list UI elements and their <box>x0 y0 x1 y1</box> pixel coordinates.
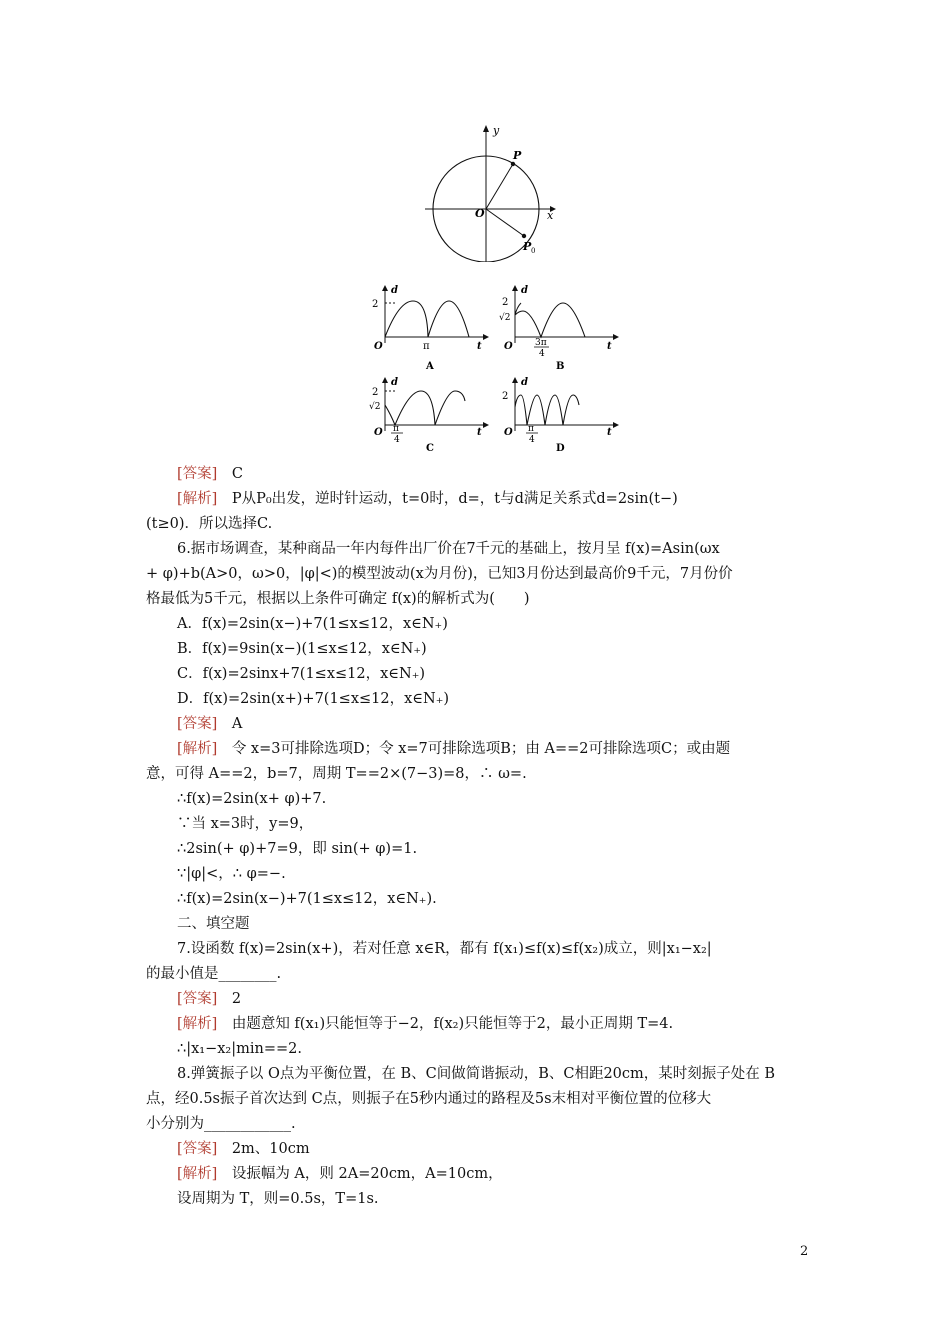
q8-analysis-cont: 设周期为 T，则=0.5s，T=1s. <box>177 1191 379 1207</box>
q8-stem-cont2: 小分别为____________. <box>146 1116 296 1132</box>
section-heading: 二、填空题 <box>177 916 250 932</box>
svg-text:π: π <box>528 424 534 434</box>
svg-text:d: d <box>391 377 398 388</box>
q6-answer: [答案] A <box>177 716 243 732</box>
q5-answer: [答案] C <box>177 466 243 482</box>
point-p0-subscript: 0 <box>531 247 536 255</box>
svg-text:t: t <box>607 341 612 352</box>
svg-text:√2: √2 <box>499 313 511 323</box>
graph-a-label: A <box>426 361 434 372</box>
origin-label: O <box>475 207 485 220</box>
graph-d <box>495 375 620 457</box>
q7-analysis: [解析] 由题意知 f(x₁)只能恒等于−2，f(x₂)只能恒等于2，最小正周期 T=4. <box>177 1016 674 1032</box>
q8-answer: [答案] 2m、10cm <box>177 1141 310 1157</box>
svg-text:4: 4 <box>529 435 535 445</box>
q7-stem: 7.设函数 f(x)=2sin(x+)，若对任意 x∈R，都有 f(x₁)≤f(x)≤f(x₂)成立，则|x₁−x₂| <box>177 941 712 957</box>
q7-stem-cont: 的最小值是________. <box>146 966 282 982</box>
svg-text:2: 2 <box>502 391 509 402</box>
point-p0-label: P <box>523 240 532 253</box>
svg-text:O: O <box>374 341 383 352</box>
svg-text:2: 2 <box>502 297 509 308</box>
graph-b <box>495 283 620 375</box>
svg-text:d: d <box>521 285 528 296</box>
svg-text:4: 4 <box>539 349 545 359</box>
graph-a <box>365 283 490 375</box>
q8-analysis: [解析] 设振幅为 A，则 2A=20cm，A=10cm， <box>177 1166 503 1182</box>
q6-analysis: [解析] 令 x=3可排除选项D；令 x=7可排除选项B；由 A==2可排除选项C；或由题 <box>177 741 731 757</box>
x-axis-label: x <box>547 209 554 222</box>
svg-text:d: d <box>521 377 528 388</box>
q8-stem: 8.弹簧振子以 O点为平衡位置，在 B、C间做简谐振动，B、C相距20cm，某时刻振子处在 B <box>177 1066 776 1082</box>
q6-stem: 6.据市场调查，某种商品一年内每件出厂价在7千元的基础上，按月呈 f(x)=Asin(ωx <box>177 541 720 557</box>
graph-d-label: D <box>556 443 565 454</box>
q7-analysis-cont: ∴|x₁−x₂|min==2. <box>177 1041 302 1057</box>
graph-c-label: C <box>426 443 434 454</box>
q6-step: ∴2sin(+ φ)+7=9，即 sin(+ φ)=1. <box>177 841 418 857</box>
svg-text:O: O <box>504 341 513 352</box>
svg-text:3π: 3π <box>535 338 547 348</box>
svg-text:O: O <box>374 427 383 438</box>
q6-option-c: C．f(x)=2sinx+7(1≤x≤12，x∈N₊) <box>177 666 426 682</box>
graph-a-y-tick: 2 <box>372 299 379 310</box>
svg-text:√2: √2 <box>369 402 381 412</box>
q8-stem-cont: 点，经0.5s振子首次达到 C点，则振子在5秒内通过的路程及5s末相对平衡位置的位移大 <box>146 1091 712 1107</box>
svg-text:2: 2 <box>372 387 379 398</box>
graph-a-x-tick: π <box>423 341 430 352</box>
svg-text:t: t <box>607 427 612 438</box>
svg-text:O: O <box>504 427 513 438</box>
q6-step: ∵当 x=3时，y=9， <box>177 816 314 832</box>
svg-text:4: 4 <box>394 435 400 445</box>
page-number: 2 <box>800 1244 809 1259</box>
q5-analysis: [解析] P从P₀出发，逆时针运动，t=0时，d=，t与d满足关系式d=2sin(t−) <box>177 491 678 507</box>
q6-step: ∴f(x)=2sin(x−)+7(1≤x≤12，x∈N₊). <box>177 891 437 907</box>
q6-analysis-cont: 意，可得 A==2，b=7，周期 T==2×(7−3)=8，∴ ω=. <box>146 766 527 782</box>
graph-b-label: B <box>556 361 565 372</box>
q6-option-b: B．f(x)=9sin(x−)(1≤x≤12，x∈N₊) <box>177 641 427 657</box>
q6-step: ∵|φ|<，∴ φ=−. <box>177 866 286 882</box>
svg-text:π: π <box>393 424 399 434</box>
q6-option-d: D．f(x)=2sin(x+)+7(1≤x≤12，x∈N₊) <box>177 691 450 707</box>
point-p-label: P <box>513 149 522 162</box>
q6-stem-cont2: 格最低为5千元，根据以上条件可确定 f(x)的解析式为( ) <box>146 591 530 607</box>
svg-text:d: d <box>391 285 398 296</box>
svg-text:t: t <box>477 341 482 352</box>
q6-stem-cont: + φ)+b(A>0，ω>0，|φ|<)的模型波动(x为月份)，已知3月份达到最高价9千元，7月份价 <box>146 566 733 582</box>
svg-text:t: t <box>477 427 482 438</box>
q6-option-a: A．f(x)=2sin(x−)+7(1≤x≤12，x∈N₊) <box>177 616 448 632</box>
q7-answer: [答案] 2 <box>177 991 242 1007</box>
unit-circle-figure <box>425 122 565 262</box>
y-axis-label: y <box>493 124 500 137</box>
q5-analysis-cont: (t≥0)．所以选择C. <box>146 516 273 532</box>
graph-c <box>365 375 490 457</box>
q6-step: ∴f(x)=2sin(x+ φ)+7. <box>177 791 327 807</box>
